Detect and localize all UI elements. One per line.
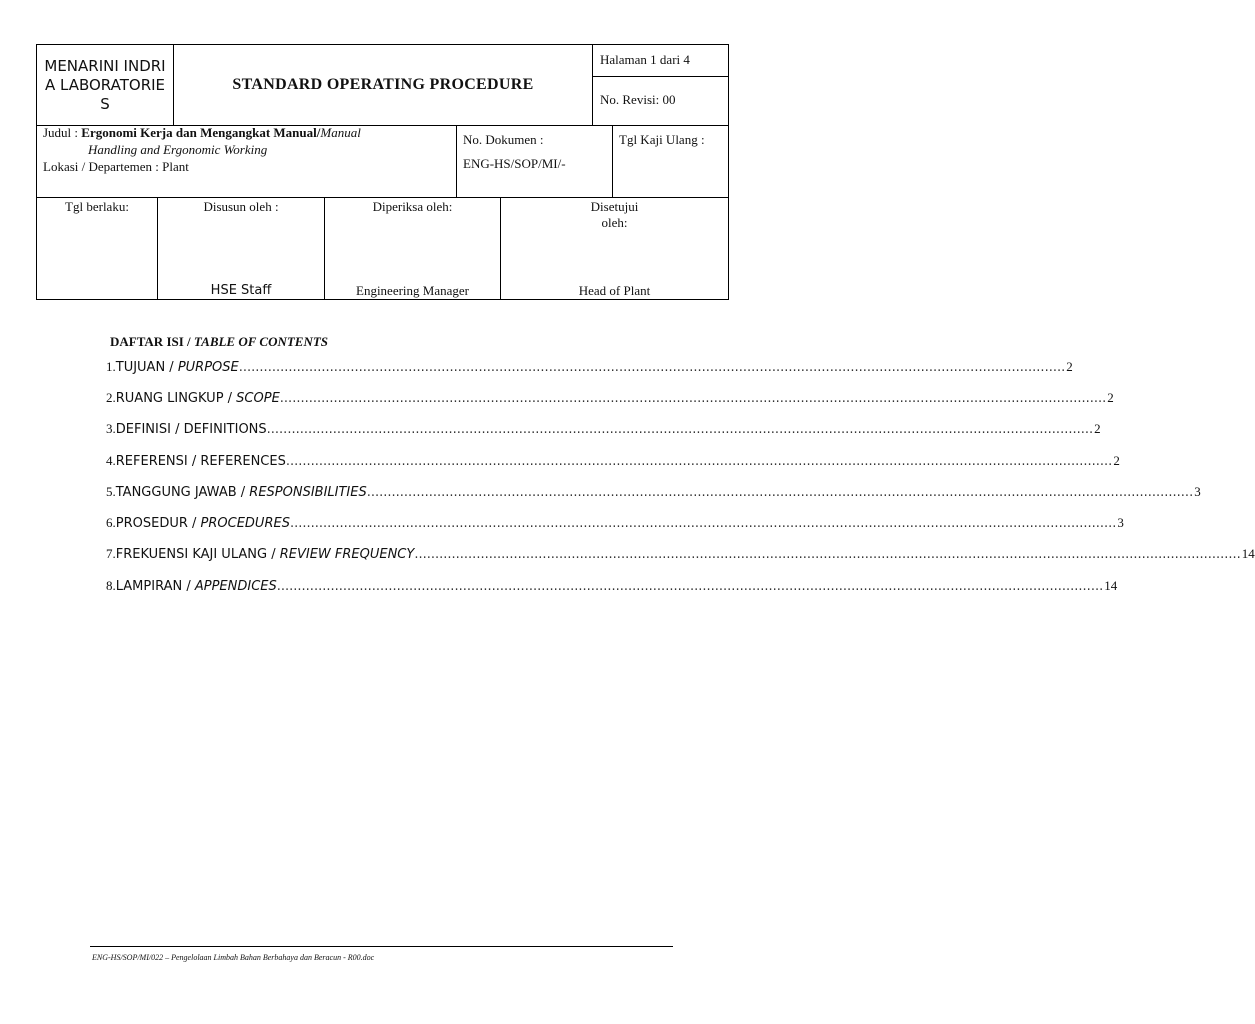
prepared-by-name: HSE Staff: [210, 283, 272, 298]
toc-item-label: RUANG LINGKUP / SCOPE: [115, 391, 280, 406]
doc-number-value: ENG-HS/SOP/MI/-: [463, 156, 566, 171]
toc-dot-leader: ........................................................................................................................................................................................................: [238, 360, 1066, 375]
toc-item-number: 3.: [106, 421, 116, 436]
footer-doc-reference: ENG-HS/SOP/MI/022 – Pengelolaan Limbah Bahan Berbahaya dan Beracun - R00.doc: [92, 953, 375, 962]
toc-item-page: 2: [1113, 453, 1120, 468]
effective-date-label: Tgl berlaku:: [65, 199, 129, 214]
judul-label: Judul :: [43, 125, 79, 140]
toc-item-label: DEFINISI / DEFINITIONS: [115, 422, 267, 437]
toc-item-page: 2: [1094, 421, 1101, 436]
toc-item-label: TANGGUNG JAWAB / RESPONSIBILITIES: [115, 485, 367, 500]
footer-divider: [90, 946, 673, 947]
toc-heading-italic: TABLE OF CONTENTS: [193, 334, 329, 349]
toc-item[interactable]: [106, 484, 1201, 502]
page-indicator: Halaman 1 dari 4: [600, 52, 690, 67]
toc-item[interactable]: [106, 546, 1255, 564]
approved-by-name: Head of Plant: [578, 283, 651, 298]
toc-dot-leader: ........................................................................................................................................................................................................: [266, 422, 1094, 437]
toc-item-page: 2: [1066, 359, 1073, 374]
toc-item-label: FREKUENSI KAJI ULANG / REVIEW FREQUENCY: [115, 547, 415, 562]
prepared-by-label: Disusun oleh :: [203, 199, 279, 214]
toc-heading: [110, 334, 328, 350]
toc-dot-leader: ........................................................................................................................................................................................................: [414, 547, 1241, 562]
toc-dot-leader: ........................................................................................................................................................................................................: [366, 485, 1194, 500]
toc-dot-leader: ........................................................................................................................................................................................................: [289, 516, 1117, 531]
judul-title-italic-2: Handling and Ergonomic Working: [88, 142, 268, 157]
lokasi-text: Lokasi / Departemen : Plant: [43, 159, 189, 174]
toc-item-label: TUJUAN / PURPOSE: [115, 360, 239, 375]
toc-item-page: 3: [1194, 484, 1201, 499]
review-date-label: Tgl Kaji Ulang :: [619, 132, 705, 147]
toc-item-number: 5.: [106, 484, 116, 499]
toc-item-page: 14: [1104, 578, 1118, 593]
doc-number-label: No. Dokumen :: [463, 132, 544, 147]
revision-number: No. Revisi: 00: [600, 92, 676, 107]
toc-item-number: 1.: [106, 359, 116, 374]
judul-block: [43, 124, 453, 175]
toc-item[interactable]: [106, 515, 1124, 533]
toc-dot-leader: ........................................................................................................................................................................................................: [279, 391, 1107, 406]
toc-heading-plain: DAFTAR ISI /: [110, 334, 194, 349]
approved-by-label-line-2: oleh:: [601, 215, 628, 230]
toc-item-label: PROSEDUR / PROCEDURES: [115, 516, 290, 531]
toc-item-number: 2.: [106, 390, 116, 405]
checked-by-name: Engineering Manager: [356, 283, 469, 298]
document-title: STANDARD OPERATING PROCEDURE: [232, 76, 534, 93]
judul-title-italic-1: Manual: [320, 125, 361, 140]
toc-item-page: 14: [1241, 546, 1255, 561]
company-name: MENARINI INDRIA LABORATORIES: [44, 56, 166, 113]
toc-item-number: 7.: [106, 546, 116, 561]
toc-item-page: 2: [1107, 390, 1114, 405]
toc-item-number: 4.: [106, 453, 116, 468]
toc-item-label: LAMPIRAN / APPENDICES: [115, 579, 277, 594]
approved-by-label-line-1: Disetujui: [590, 199, 639, 214]
toc-item-number: 8.: [106, 578, 116, 593]
toc-item-label: REFERENSI / REFERENCES: [115, 454, 286, 469]
toc-item[interactable]: [106, 453, 1120, 471]
toc-item[interactable]: [106, 578, 1118, 596]
toc-dot-leader: ........................................................................................................................................................................................................: [276, 579, 1104, 594]
toc-dot-leader: ........................................................................................................................................................................................................: [285, 454, 1113, 469]
toc-item-page: 3: [1117, 515, 1124, 530]
approved-by-label: [501, 199, 728, 231]
toc-item[interactable]: [106, 390, 1114, 408]
checked-by-label: Diperiksa oleh:: [372, 199, 453, 214]
toc-item[interactable]: [106, 421, 1101, 439]
toc-item[interactable]: [106, 359, 1073, 377]
toc-item-number: 6.: [106, 515, 116, 530]
judul-title-bold: Ergonomi Kerja dan Mengangkat Manual/: [81, 125, 321, 140]
